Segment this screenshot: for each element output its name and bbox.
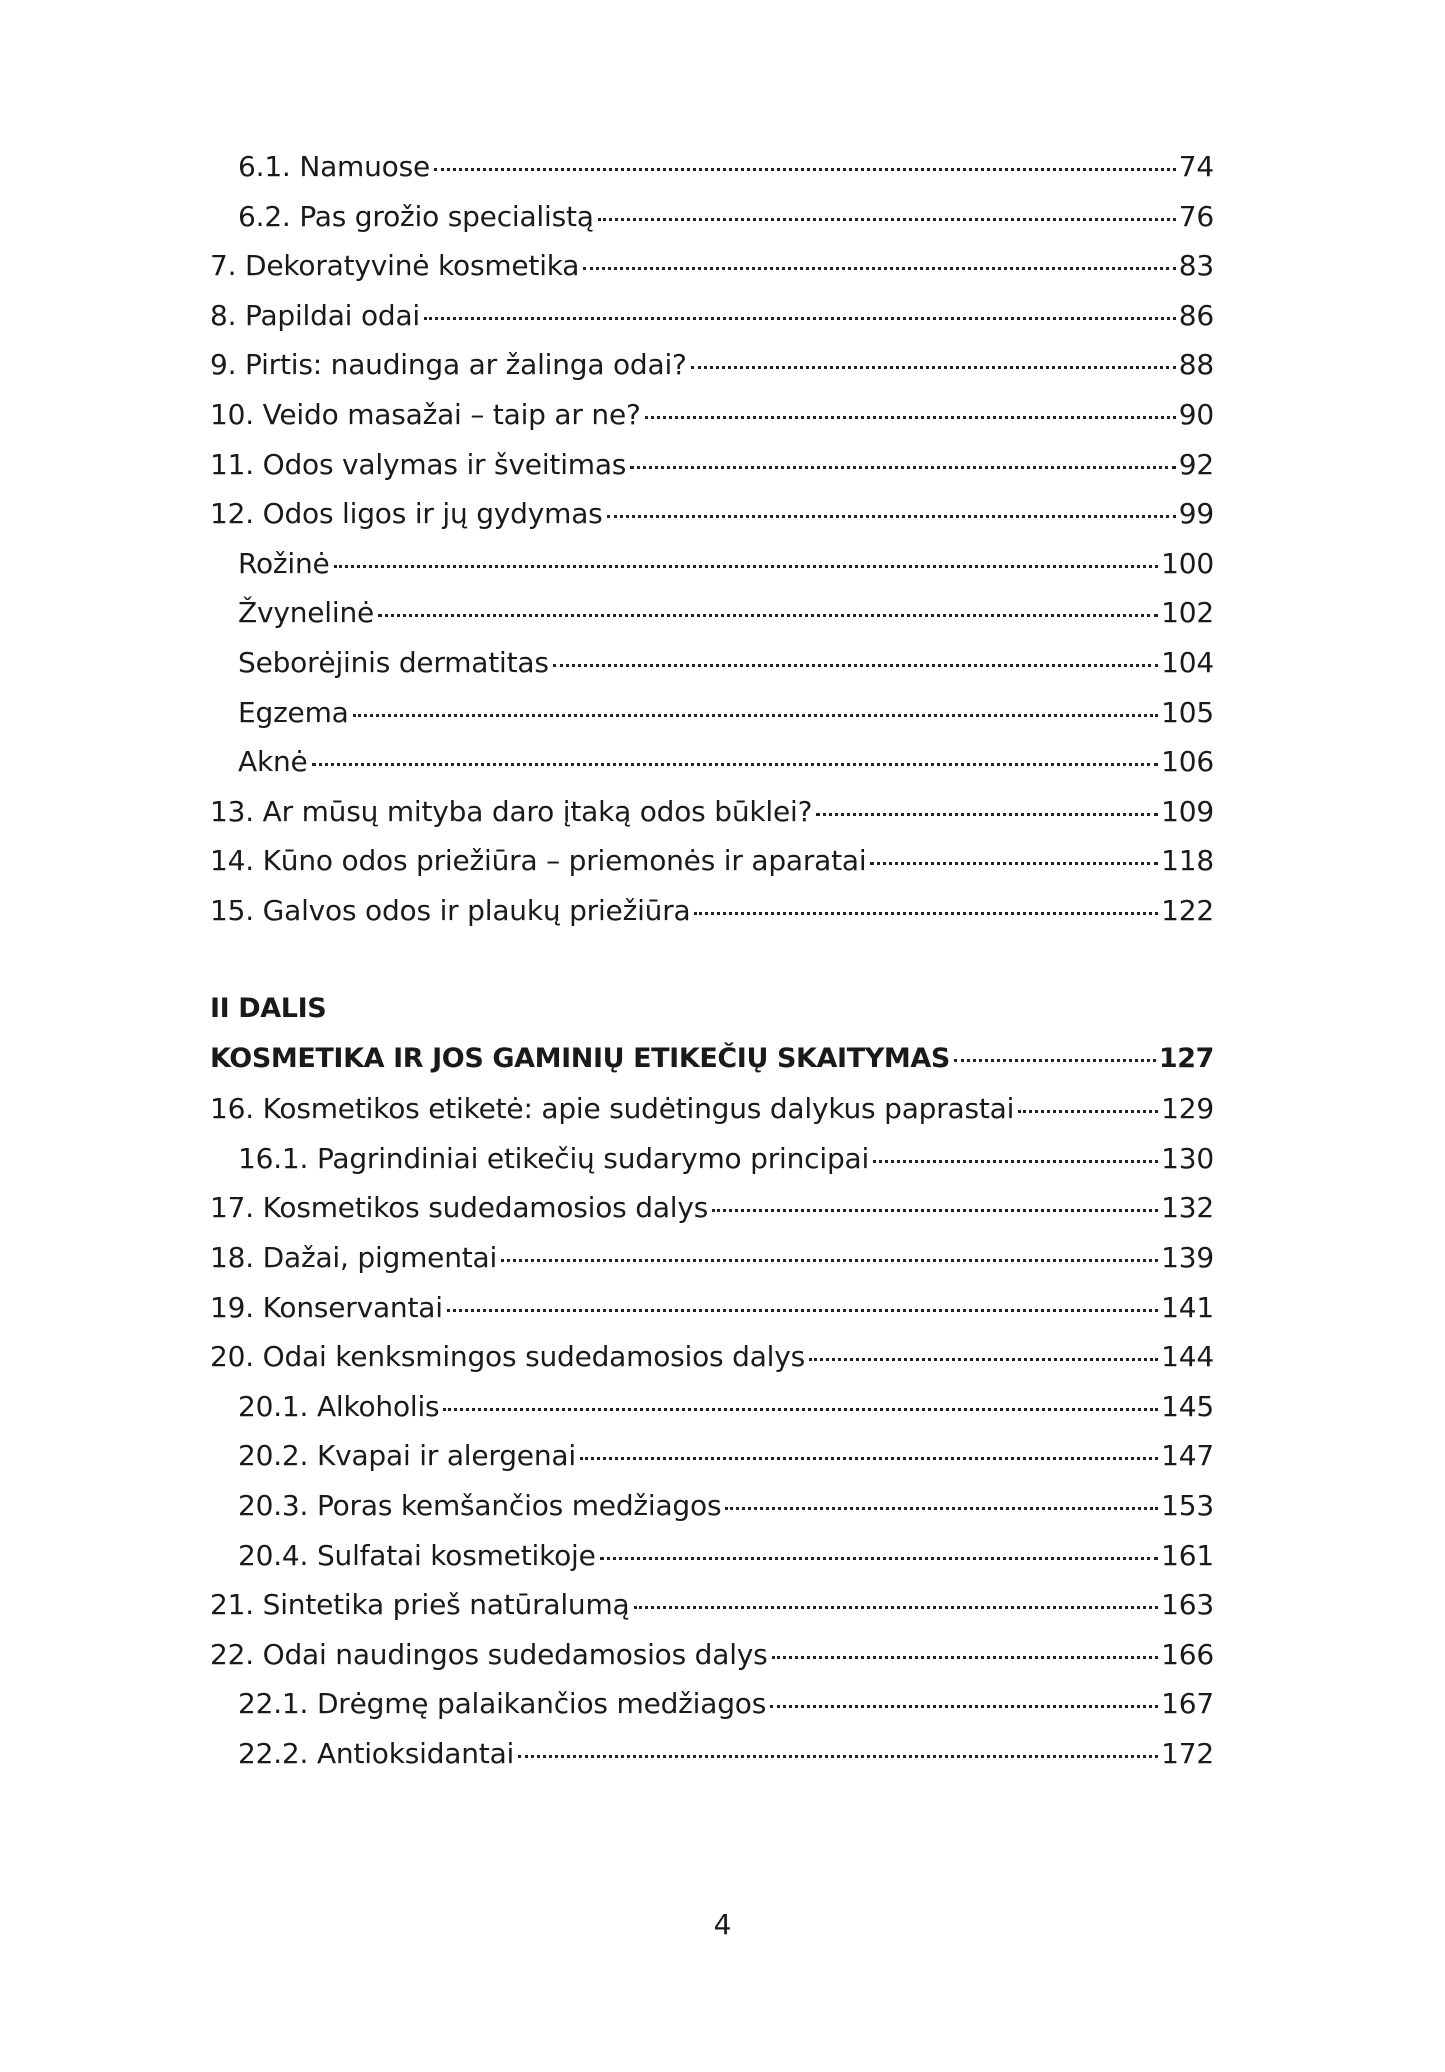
- dot-leader: [772, 1656, 1159, 1659]
- toc-entry[interactable]: [210, 1191, 1214, 1241]
- toc-part-1-entries: [210, 150, 1214, 944]
- toc-entry-page: 161: [1161, 1538, 1214, 1572]
- toc-entry[interactable]: [210, 1588, 1214, 1638]
- toc-entry-page: 144: [1161, 1340, 1214, 1374]
- dot-leader: [600, 1557, 1159, 1560]
- dot-leader: [870, 862, 1158, 865]
- toc-entry[interactable]: [210, 1638, 1214, 1688]
- dot-leader: [312, 763, 1159, 766]
- dot-leader: [501, 1259, 1158, 1262]
- toc-entry-page: 105: [1161, 695, 1214, 729]
- dot-leader: [334, 565, 1159, 568]
- toc-entry-title: 20.1. Alkoholis: [238, 1389, 440, 1423]
- toc-entry-page: 129: [1161, 1092, 1214, 1126]
- toc-entry-title: 17. Kosmetikos sudedamosios dalys: [210, 1191, 709, 1225]
- toc-entry[interactable]: [210, 1687, 1214, 1737]
- toc-entry-title: 21. Sintetika prieš natūralumą: [210, 1588, 630, 1622]
- toc-entry[interactable]: [210, 1489, 1214, 1539]
- toc-entry-page: 130: [1161, 1141, 1214, 1175]
- toc-entry-page: 122: [1161, 893, 1214, 927]
- toc-entry[interactable]: [210, 348, 1214, 398]
- dot-leader: [443, 1408, 1158, 1411]
- dot-leader: [518, 1755, 1158, 1758]
- dot-leader: [809, 1358, 1158, 1361]
- toc-part-2-entries: [210, 1092, 1214, 1786]
- toc-entry-page: 100: [1161, 546, 1214, 580]
- toc-entry-title: 22.2. Antioksidantai: [238, 1737, 515, 1770]
- toc-entry-page: 127: [1158, 1042, 1214, 1074]
- toc-entry[interactable]: [210, 200, 1214, 250]
- toc-entry[interactable]: [210, 1390, 1214, 1440]
- toc-entry-page: 139: [1161, 1241, 1214, 1275]
- toc-entry-title: 19. Konservantai: [210, 1290, 443, 1324]
- toc-entry-page: 109: [1161, 794, 1214, 828]
- toc-entry-page: 172: [1161, 1737, 1214, 1770]
- dot-leader: [770, 1705, 1158, 1708]
- toc-entry-page: 141: [1161, 1290, 1214, 1324]
- toc-entry[interactable]: [210, 844, 1214, 894]
- toc-entry-page: 88: [1178, 348, 1214, 382]
- toc-entry-title: 22. Odai naudingos sudedamosios dalys: [210, 1637, 768, 1671]
- toc-entry-page: 118: [1161, 844, 1214, 878]
- dot-leader: [816, 813, 1158, 816]
- toc-entry[interactable]: [210, 1092, 1214, 1142]
- toc-entry-page: 167: [1161, 1687, 1214, 1721]
- toc-entry-title: Aknė: [238, 745, 308, 779]
- toc-entry[interactable]: [210, 795, 1214, 845]
- toc-entry-page: 76: [1178, 199, 1214, 233]
- toc-entry-page: 132: [1161, 1191, 1214, 1225]
- toc-entry-title: 10. Veido masažai – taip ar ne?: [210, 397, 641, 431]
- toc-entry-title: 9. Pirtis: naudinga ar žalinga odai?: [210, 348, 687, 382]
- toc-entry[interactable]: [210, 646, 1214, 696]
- toc-entry-title: 13. Ar mūsų mityba daro įtaką odos būklei?: [210, 794, 813, 828]
- part-heading: [210, 993, 1214, 1043]
- toc-entry-title: 16. Kosmetikos etiketė: apie sudėtingus dalykus paprastai: [210, 1092, 1015, 1126]
- section-spacer: [210, 944, 1214, 994]
- part-title-entry[interactable]: [210, 1043, 1214, 1093]
- toc-entry[interactable]: [210, 1539, 1214, 1589]
- toc-entry[interactable]: [210, 1439, 1214, 1489]
- toc-entry[interactable]: [210, 249, 1214, 299]
- dot-leader: [694, 912, 1158, 915]
- dot-leader: [378, 614, 1158, 617]
- toc-entry-page: 83: [1178, 249, 1214, 283]
- toc-entry-page: 145: [1161, 1389, 1214, 1423]
- dot-leader: [645, 416, 1176, 419]
- toc-entry[interactable]: [210, 745, 1214, 795]
- part-heading-text: II DALIS: [210, 993, 327, 1025]
- dot-leader: [434, 168, 1176, 171]
- page-number: 4: [713, 1908, 732, 1941]
- toc-entry[interactable]: [210, 894, 1214, 944]
- toc-entry[interactable]: [210, 497, 1214, 547]
- dot-leader: [691, 366, 1176, 369]
- toc-entry-page: 166: [1161, 1637, 1214, 1671]
- toc-entry-title: 12. Odos ligos ir jų gydymas: [210, 497, 603, 531]
- toc-entry-title: 6.1. Namuose: [238, 150, 431, 183]
- toc-entry[interactable]: [210, 398, 1214, 448]
- toc-entry-page: 74: [1178, 150, 1214, 183]
- toc-entry-title: 20. Odai kenksmingos sudedamosios dalys: [210, 1340, 805, 1374]
- toc-entry-page: 86: [1178, 298, 1214, 332]
- toc-entry[interactable]: [210, 1142, 1214, 1192]
- toc-entry-title: Seborėjinis dermatitas: [238, 645, 549, 679]
- toc-entry[interactable]: [210, 1241, 1214, 1291]
- toc-entry-title: Žvynelinė: [238, 596, 375, 630]
- dot-leader: [424, 317, 1176, 320]
- toc-entry-title: Rožinė: [238, 546, 330, 580]
- dot-leader: [725, 1507, 1158, 1510]
- toc-entry-page: 163: [1161, 1588, 1214, 1622]
- toc-entry-title: 22.1. Drėgmę palaikančios medžiagos: [238, 1687, 767, 1721]
- toc-entry-page: 153: [1161, 1489, 1214, 1523]
- dot-leader: [712, 1209, 1158, 1212]
- dot-leader: [580, 1457, 1158, 1460]
- toc-entry-title: 20.2. Kvapai ir alergenai: [238, 1439, 576, 1473]
- dot-leader: [630, 466, 1176, 469]
- toc-entry-page: 104: [1161, 645, 1214, 679]
- toc-entry-title: KOSMETIKA IR JOS GAMINIŲ ETIKEČIŲ SKAITYMAS: [210, 1042, 950, 1074]
- toc-entry-title: 15. Galvos odos ir plaukų priežiūra: [210, 893, 691, 927]
- toc-entry-page: 106: [1161, 745, 1214, 779]
- toc-entry-title: 20.4. Sulfatai kosmetikoje: [238, 1538, 596, 1572]
- toc-entry-title: 18. Dažai, pigmentai: [210, 1241, 498, 1275]
- toc-entry-title: 7. Dekoratyvinė kosmetika: [210, 249, 580, 283]
- toc-entry-title: 11. Odos valymas ir šveitimas: [210, 447, 627, 481]
- dot-leader: [553, 664, 1158, 667]
- toc-entry[interactable]: [210, 448, 1214, 498]
- toc-entry[interactable]: [210, 150, 1214, 200]
- dot-leader: [607, 515, 1176, 518]
- toc-entry-title: 16.1. Pagrindiniai etikečių sudarymo principai: [238, 1141, 870, 1175]
- toc-entry-page: 90: [1178, 397, 1214, 431]
- dot-leader: [447, 1309, 1158, 1312]
- toc-entry[interactable]: [210, 596, 1214, 646]
- toc-entry-page: 102: [1161, 596, 1214, 630]
- table-of-contents: [210, 150, 1214, 1787]
- toc-entry-title: 8. Papildai odai: [210, 298, 420, 332]
- dot-leader: [954, 1059, 1156, 1062]
- toc-entry-page: 99: [1178, 497, 1214, 531]
- toc-entry-title: Egzema: [238, 695, 349, 729]
- dot-leader: [583, 267, 1175, 270]
- toc-entry[interactable]: [210, 1291, 1214, 1341]
- dot-leader: [873, 1160, 1158, 1163]
- toc-entry[interactable]: [210, 299, 1214, 349]
- toc-entry-title: 20.3. Poras kemšančios medžiagos: [238, 1489, 722, 1523]
- toc-entry[interactable]: [210, 547, 1214, 597]
- dot-leader: [1018, 1110, 1158, 1113]
- toc-entry[interactable]: [210, 696, 1214, 746]
- dot-leader: [353, 714, 1159, 717]
- toc-entry-title: 14. Kūno odos priežiūra – priemonės ir aparatai: [210, 844, 867, 878]
- toc-entry[interactable]: [210, 1340, 1214, 1390]
- toc-entry-page: 147: [1161, 1439, 1214, 1473]
- toc-entry-page: 92: [1178, 447, 1214, 481]
- toc-entry[interactable]: [210, 1737, 1214, 1787]
- dot-leader: [598, 218, 1176, 221]
- dot-leader: [634, 1606, 1159, 1609]
- toc-entry-title: 6.2. Pas grožio specialistą: [238, 199, 594, 233]
